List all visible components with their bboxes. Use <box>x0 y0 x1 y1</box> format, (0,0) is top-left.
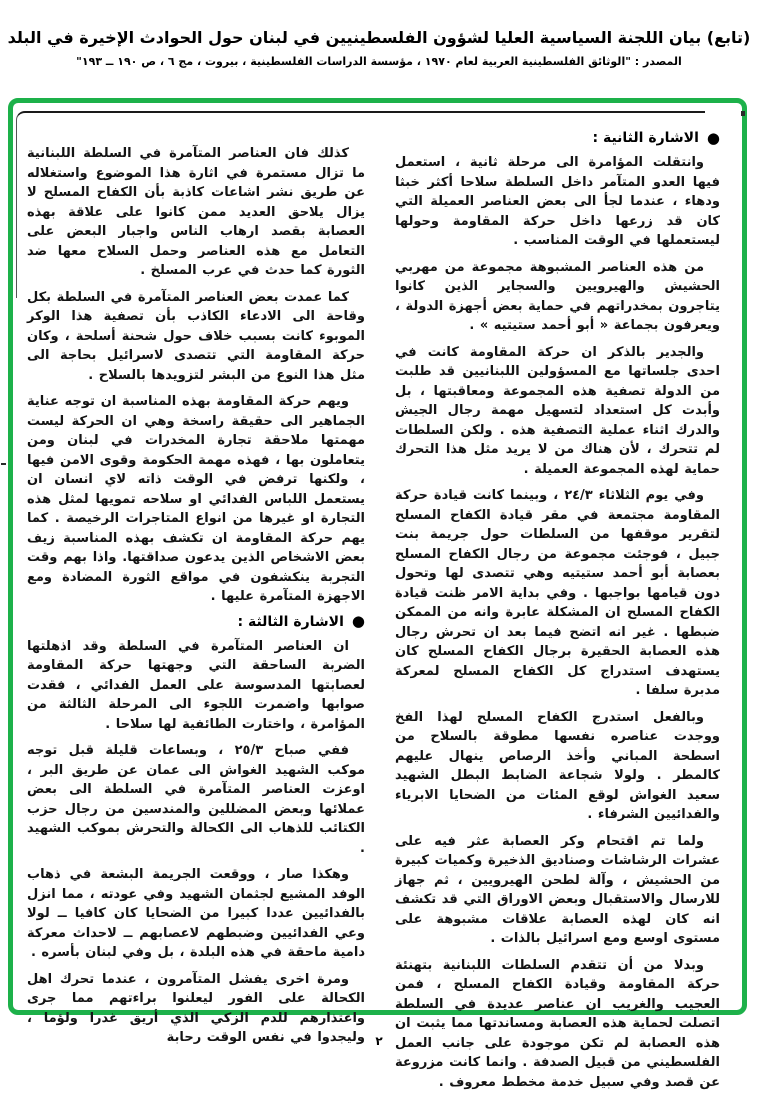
paragraph: والجدير بالذكر ان حركة المقاومة كانت في احدى جلساتها مع المسؤولين اللبنانيين قد طلبت من الدولة تصفية هذه المجموعة ومعاقبتها ، بل وأبدت كل استعداد لتسهيل مهمة رجال الجيش والدرك اثناء عملية التصفية هذه . ولكن السلطات لم تتحرك ، لأن هناك من لا يريد مثل هذا التحرك حماية لهذه المجموعة العميلة . <box>395 344 720 477</box>
two-column-text <box>13 103 742 1099</box>
heading-text: الاشارة الثالثة : <box>237 613 344 630</box>
scan-artifact <box>1 463 6 465</box>
paragraph: كما عمدت بعض العناصر المتآمرة في السلطة بكل وقاحة الى الادعاء الكاذب بأن تصفية هذا الوكر الموبوء كانت بسبب خلاف حول شحنة أسلحة ، وكان حركة المقاومة التي تتصدى لاسرائيل بحاجة الى مثل هذا النوع من البشر لتزويدها بالسلاح . <box>27 289 365 383</box>
document-source: المصدر : "الوثائق الفلسطينية العربية لعام ١٩٧٠ ، مؤسسة الدراسات الفلسطينية ، بيروت ، مج ٦ ، ص ١٩٠ ــ ١٩٣" <box>76 55 682 68</box>
bullet-icon: ● <box>706 128 720 147</box>
column-left <box>27 144 365 1099</box>
paragraph: وبدلا من أن تتقدم السلطات اللبنانية بتهنئة حركة المقاومة وقيادة الكفاح المسلح ، فمن العجيب والغريب ان عناصر عديدة في السلطة اتصلت لحماية هذه العصابة ومساندتها مما يثبت ان هذه العصابة لم تكن موجودة على جانب العمل الفلسطيني من قبيل الصدفة . وانما كانت مزروعة عن قصد وفي سبيل خدمة مخطط معروف . <box>395 957 720 1090</box>
paragraph: من هذه العناصر المشبوهة مجموعة من مهربي الحشيش والهيرويين والسجاير الذين كانوا يتاجرون بمخدراتهم في حماية بعض أجهزة الدولة ، ويعرفون بجماعة « أبو أحمد ستيتيه » . <box>395 259 720 333</box>
scan-artifact <box>741 111 745 116</box>
section-heading-second-remark <box>395 130 720 146</box>
paragraph: ويهم حركة المقاومة بهذه المناسبة ان توجه عناية الجماهير الى حقيقة راسخة وهي ان الحركة ليست مهمتها ملاحقة تجارة المخدرات في لبنان ومن يتعاملون بها ، فهذه مهمة الحكومة وقوى الامن فيها ، ولكنها ترفض في الوقت ذاته لاي انسان ان يستعمل اللباس الفدائي او سلاحه تمويها لمثل هذه التجارة او غيرها من انواع المتاجرات الرخيصة . كما يهم حركة المقاومة ان تكشف بهذه المناسبة زيف بعض الاشخاص الذين يدعون صداقتها. واذا بهم وقت التجربة ينكشفون في مواقع الثورة المضادة ومع الاجهزة المتآمرة عليها . <box>27 394 365 604</box>
paragraph: كذلك فان العناصر المتآمرة في السلطة اللبنانية ما تزال مستمرة في اثارة هذا الموضوع واستغلاله عن طريق نشر اشاعات كاذبة بأن الكفاح المسلح لا يزال يلاحق العديد ممن كانوا على علاقة بهذه العصابة بقصد ارهاب الناس واجبار البعض على التعامل مع هذه العناصر وحمل السلاح معها ضد الثورة كما حدث في عرب المسلخ . <box>27 146 365 278</box>
bullet-icon: ● <box>351 612 365 630</box>
document-title: (تابع) بيان اللجنة السياسية العليا لشؤون الفلسطينيين في لبنان حول الحوادث الإخيرة في البلد <box>7 28 751 47</box>
page-header <box>0 28 758 68</box>
page-number: ٢ <box>375 1034 383 1048</box>
paragraph: وبالفعل استدرج الكفاح المسلح لهذا الفخ ووجدت عناصره نفسها مطوقة بالسلاح من اسطحة المباني وأخذ الرصاص ينهال عليهم كالمطر . ولولا شجاعة الضابط البطل الشهيد سعيد الغواش لوقع المئات من الضحايا الابرياء والفدائيين الشرفاء . <box>395 709 720 822</box>
paragraph: ومرة اخرى يفشل المتآمرون ، عندما تحرك اهل الكحالة على الفور ليعلنوا براءتهم مما جرى واعتذارهم للدم الزكي الذي أريق غدرا ولؤما ، وليجدوا في نفس الوقت رحابة <box>27 971 365 1045</box>
content-frame <box>8 98 747 1090</box>
section-heading-third-remark <box>27 614 365 630</box>
heading-text: الاشارة الثانية : <box>592 130 699 146</box>
paragraph: ففي صباح ٢٥/٣ ، وبساعات قليلة قبل توجه موكب الشهيد الغواش الى عمان عن طريق البر ، اوعزت العناصر المتآمرة في السلطة الى بعض عملائها وبعض المضللين والمندسين من رجال حزب الكتائب للذهاب الى الكحالة والتحرش بموكب الشهيد . <box>27 743 365 856</box>
paragraph: وفي يوم الثلاثاء ٢٤/٣ ، وبينما كانت قيادة حركة المقاومة مجتمعة في مقر قيادة الكفاح المسلح لتقرير موقفها من السلطات حول جريمة بنت جبيل ، فوجئت مجموعة من رجال الكفاح المسلح بعصابة أبو أحمد ستيتيه وهي تتصدى لها وتحول دون قيامها بواجبها . وفي بداية الامر ظنت قيادة الكفاح المسلح ان المشكلة عابرة وانه من الممكن ضبطها . غير انه اتضح فيما بعد ان تحرش رجال هذه العصابة الحقيرة برجال الكفاح المسلح كان يستهدف استدراج كل الكفاح المسلح لمعركة مدبرة سلفا . <box>395 488 720 698</box>
paragraph: وانتقلت المؤامرة الى مرحلة ثانية ، استعمل فيها العدو المتآمر داخل السلطة سلاحا أكثر خبثا ودهاء ، عندما لجأ الى بعض العناصر العميلة التي كان قد زرعها داخل حركة المقاومة وحولها ليستعملها في الوقت المناسب . <box>395 155 720 248</box>
paragraph: ولما تم اقتحام وكر العصابة عثر فيه على عشرات الرشاشات وصناديق الذخيرة وكميات كبيرة من الحشيش ، وآلة لطحن الهيرويين ، ثم جهاز للارسال والاستقبال وبعض الاوراق التي قد تكشف انه كان لهذه العصابة علاقات مشبوهة على مستوى اوسع ومع اسرائيل بالذات . <box>395 833 720 946</box>
column-right <box>395 128 720 1099</box>
paragraph: ان العناصر المتآمرة في السلطة وقد اذهلتها الضربة الساحقة التي وجهتها حركة المقاومة لعصابتها المدسوسة على العمل الفدائي ، فقدت صوابها واضمرت اللجوء الى المرحلة الثالثة من المؤامرة ، واختارت الطائفية لها سلاحا . <box>27 638 365 732</box>
paragraph: وهكذا صار ، ووقعت الجريمة البشعة في ذهاب الوفد المشيع لجثمان الشهيد وفي عودته ، مما انزل بالفدائيين عددا كبيرا من الضحايا كان كافيا ــ لولا وعي الفدائيين وضبطهم لاعصابهم ــ لاحداث معركة دامية ماحقة في هذه البلدة ، بل وفي لبنان بأسره . <box>27 867 365 960</box>
